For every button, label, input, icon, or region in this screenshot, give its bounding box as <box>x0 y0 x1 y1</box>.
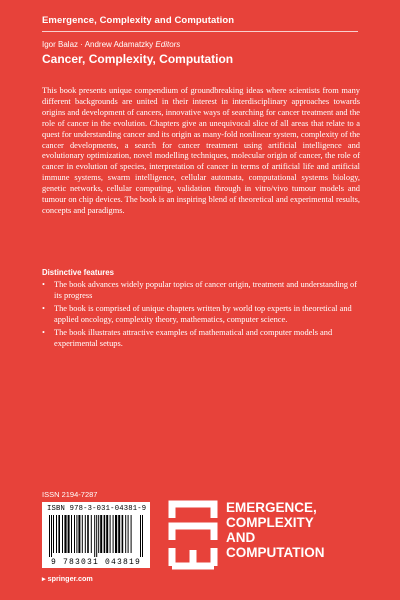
features-list <box>42 280 362 351</box>
issn: ISSN 2194-7287 <box>42 490 98 499</box>
feature-text: The book advances widely popular topics of cancer origin, treatment and understanding of its progress <box>54 280 358 300</box>
header-rule <box>42 31 358 32</box>
bullet-icon: • <box>42 280 45 289</box>
barcode-icon <box>47 515 145 557</box>
book-title: Cancer, Complexity, Computation <box>42 52 234 66</box>
series-title: Emergence, Complexity and Computation <box>42 15 235 26</box>
feature-item <box>42 328 362 350</box>
book-description: This book presents unique compendium of groundbreaking ideas where scientists from many different backgrounds are united in their interest in interdisciplinary approaches towards origins and development of cancers, innovative ways of searching for cancer treatment and the role of cancer in the evolution. Chapters give an unequivocal slice of all areas that relate to a quest for understanding cancer and its origin as many-fold nonlinear system, complexity of the cancer developments, a search for cancer treatment using artificial intelligence and evolutionary optimization, novel modelling techniques, molecular origin of cancer, the role of cancer in evolution of species, interpretation of cancer in terms of artificial life and artificial immune systems, swarm intelligence, cellular automata, computational systems biology, genetic networks, cellular computing, validation through in vitro/vivo tumour models and tumour on chip devices. The book is an inspiring blend of theoretical and experimental results, concepts and paradigms. <box>42 86 360 215</box>
series-logo-line: COMPLEXITY <box>226 515 314 530</box>
bullet-icon: • <box>42 327 45 337</box>
isbn-text: ISBN 978-3-031-04381-9 <box>47 505 147 513</box>
ecc-logo-icon <box>166 498 220 570</box>
feature-text: The book illustrates attractive examples of mathematical and computer models and experimental setups. <box>54 327 333 348</box>
feature-text: The book is comprised of unique chapters written by world top experts in theoretical and applied oncology, complexity theory, mathematics, computer science. <box>54 303 352 324</box>
feature-item <box>42 304 362 326</box>
editors-role: Editors <box>155 40 181 49</box>
editor-names: Igor Balaz · Andrew Adamatzky <box>42 40 154 49</box>
series-logo-line: COMPUTATION <box>226 545 325 560</box>
series-logo-line: AND <box>226 530 256 545</box>
bullet-icon: • <box>42 303 45 313</box>
springer-link[interactable]: ▸ springer.com <box>42 574 93 583</box>
editors-line <box>42 40 180 49</box>
barcode-number: 9 783031 043819 <box>50 558 141 567</box>
series-logo-name <box>226 500 325 560</box>
barcode-box <box>42 502 150 568</box>
series-logo-line: EMERGENCE, <box>226 500 317 515</box>
features-heading: Distinctive features <box>42 268 114 277</box>
feature-item <box>42 280 362 302</box>
